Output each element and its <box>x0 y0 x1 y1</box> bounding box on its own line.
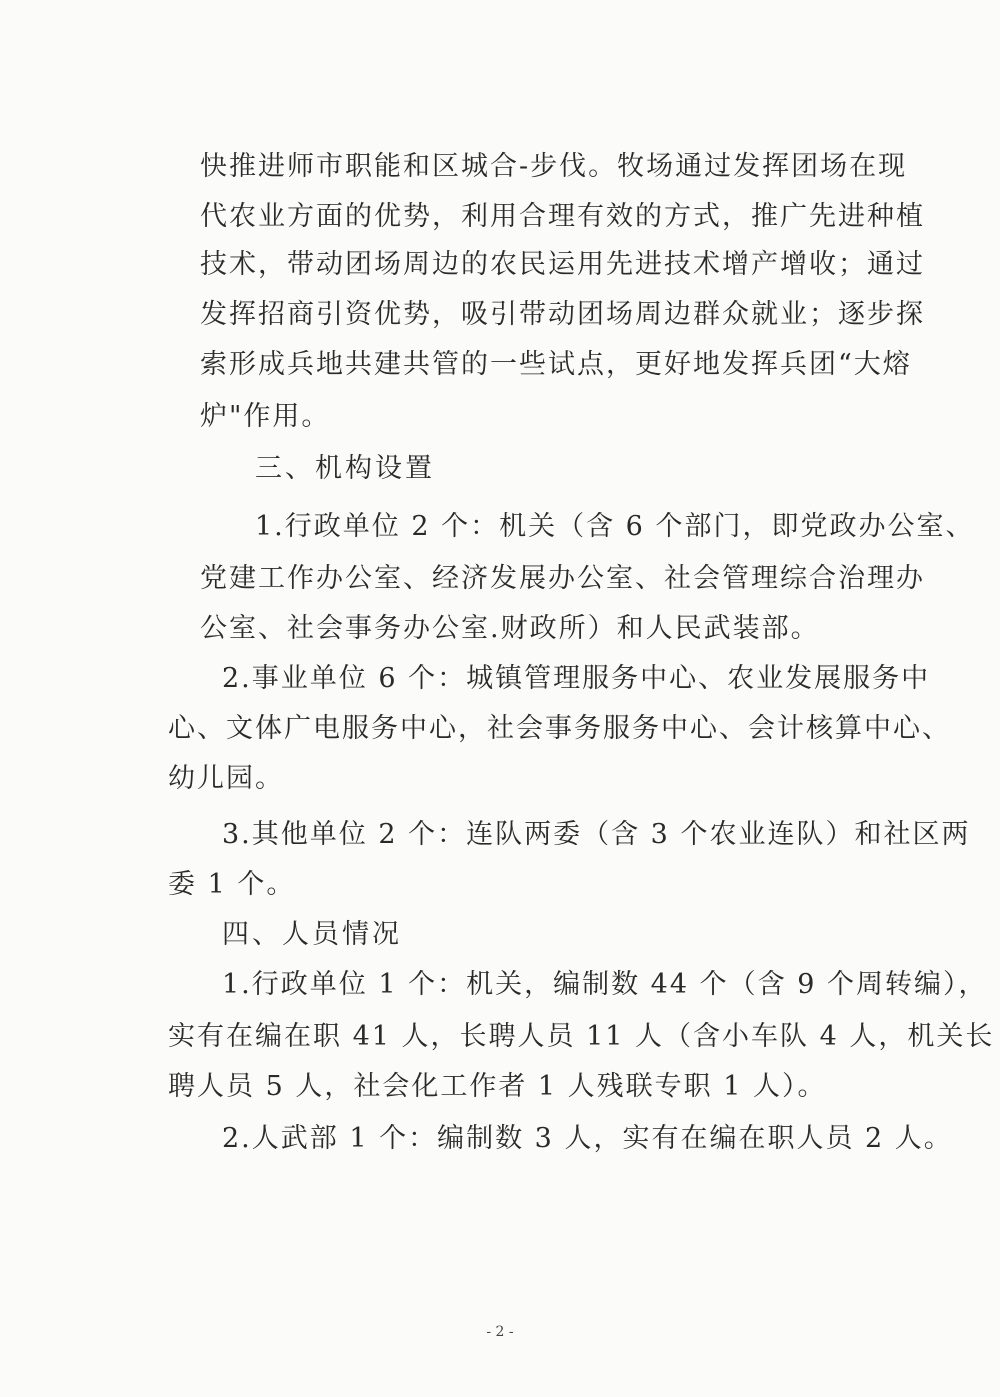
text-line-10: 公室、社会事务办公室.财政所）和人民武装部。 <box>200 613 820 644</box>
text-line-17: 1.行政单位 1 个：机关，编制数 44 个（含 9 个周转编）， <box>222 969 988 1000</box>
text-line-8: 1.行政单位 2 个：机关（含 6 个部门，即党政办公室、 <box>255 511 975 542</box>
text-line-6: 炉"作用。 <box>200 401 331 432</box>
section-heading-3: 三、机构设置 <box>255 453 435 484</box>
text-line-5: 索形成兵地共建共管的一些试点，更好地发挥兵团“大熔 <box>200 349 912 380</box>
text-line-15: 委 1 个。 <box>168 869 296 900</box>
page-number: - 2 - <box>486 1324 514 1340</box>
text-line-9: 党建工作办公室、经济发展办公室、社会管理综合治理办 <box>200 563 925 594</box>
text-line-3: 技术，带动团场周边的农民运用先进技术增产增收；通过 <box>200 249 925 280</box>
text-line-11: 2.事业单位 6 个：城镇管理服务中心、农业发展服务中 <box>222 663 931 694</box>
text-line-14: 3.其他单位 2 个：连队两委（含 3 个农业连队）和社区两 <box>222 819 971 850</box>
text-line-1: 快推进师市职能和区城合-步伐。牧场通过发挥团场在现 <box>200 151 908 182</box>
text-line-13: 幼儿园。 <box>168 763 284 794</box>
text-line-12: 心、文体广电服务中心，社会事务服务中心、会计核算中心、 <box>168 713 951 744</box>
text-line-4: 发挥招商引资优势，吸引带动团场周边群众就业；逐步探 <box>200 299 925 330</box>
text-line-2: 代农业方面的优势，利用合理有效的方式，推广先进种植 <box>200 201 925 232</box>
section-heading-4: 四、人员情况 <box>222 919 402 950</box>
text-line-19: 聘人员 5 人，社会化工作者 1 人残联专职 1 人）。 <box>168 1071 827 1102</box>
text-line-18: 实有在编在职 41 人，长聘人员 11 人（含小车队 4 人，机关长 <box>168 1021 995 1052</box>
text-line-20: 2.人武部 1 个：编制数 3 人，实有在编在职人员 2 人。 <box>222 1123 953 1154</box>
